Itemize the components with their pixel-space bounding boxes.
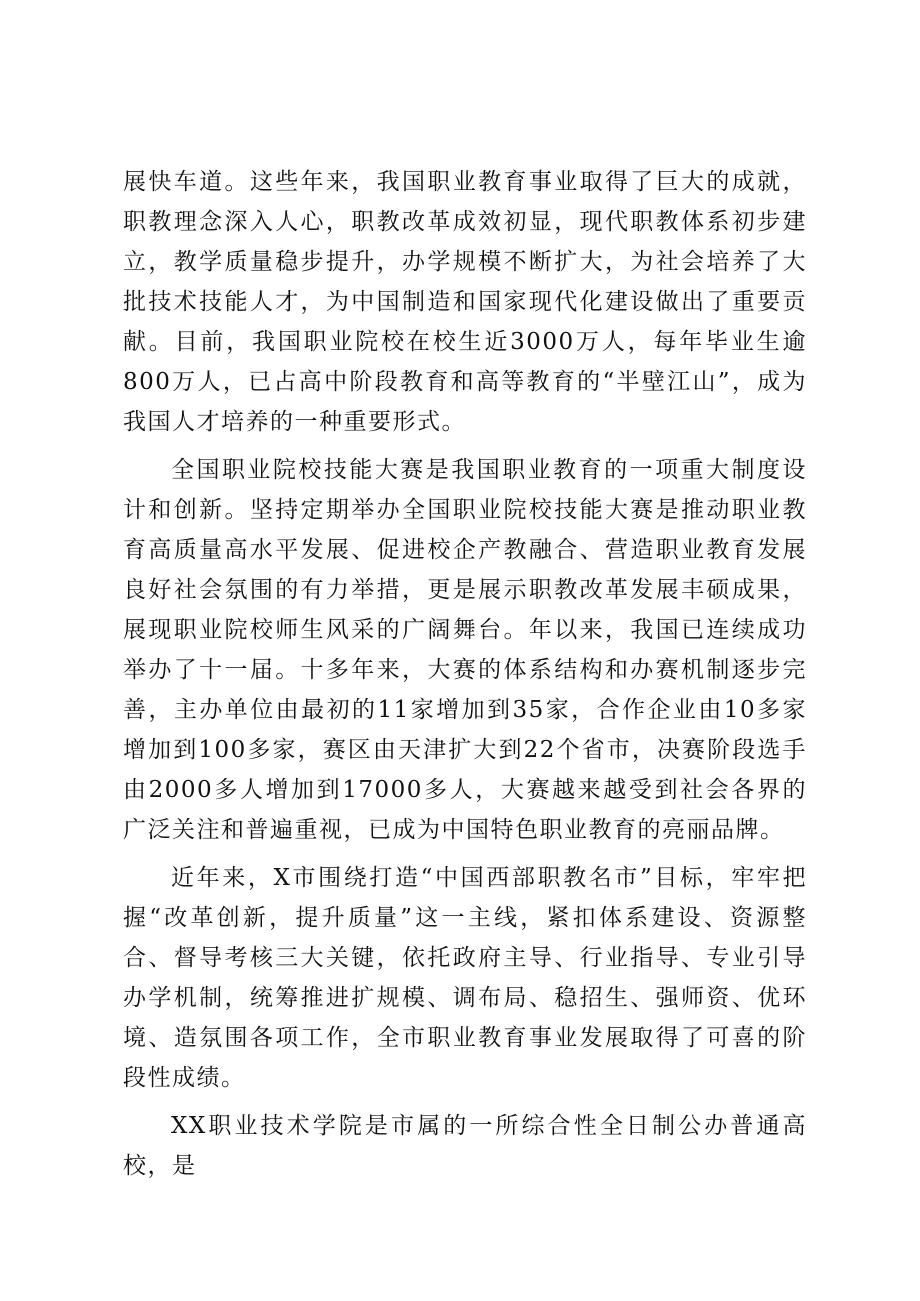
paragraph-skills-competition: 全国职业院校技能大赛是我国职业教育的一项重大制度设计和创新。坚持定期举办全国职业院校技能大赛是推动职业教育高质量高水平发展、促进校企产教融合、营造职业教育发展良好社会氛围的有力举措，更是展示职教改革发展丰硕成果，展现职业院校师生风采的广阔舞台。年以来，我国已连续成功举办了十一届。十多年来，大赛的体系结构和办赛机制逐步完善，主办单位由最初的11家增加到35家，合作企业由10多家增加到100多家，赛区由天津扩大到22个省市，决赛阶段选手由2000多人增加到17000多人，大赛越来越受到社会各界的广泛关注和普遍重视，已成为中国特色职业教育的亮丽品牌。 — [123, 457, 807, 843]
document-body — [123, 162, 807, 1194]
paragraph-city-progress: 近年来，X市围绕打造“中国西部职教名市”目标，牢牢把握“改革创新，提升质量”这一主线，紧扣体系建设、资源整合、督导考核三大关键，依托政府主导、行业指导、专业引导办学机制，统筹推进扩规模、调布局、稳招生、强师资、优环境、造氛围各项工作，全市职业教育事业发展取得了可喜的阶段性成绩。 — [123, 865, 807, 1091]
paragraph-continuation: 展快车道。这些年来，我国职业教育事业取得了巨大的成就，职教理念深入人心，职教改革成效初显，现代职教体系初步建立，教学质量稳步提升，办学规模不断扩大，为社会培养了大批技术技能人才，为中国制造和国家现代化建设做出了重要贡献。目前，我国职业院校在校生近3000万人，每年毕业生逾800万人，已占高中阶段教育和高等教育的“半壁江山”，成为我国人才培养的一种重要形式。 — [123, 169, 807, 435]
paragraph-college-intro: XX职业技术学院是市属的一所综合性全日制公办普通高校，是 — [123, 1113, 807, 1179]
